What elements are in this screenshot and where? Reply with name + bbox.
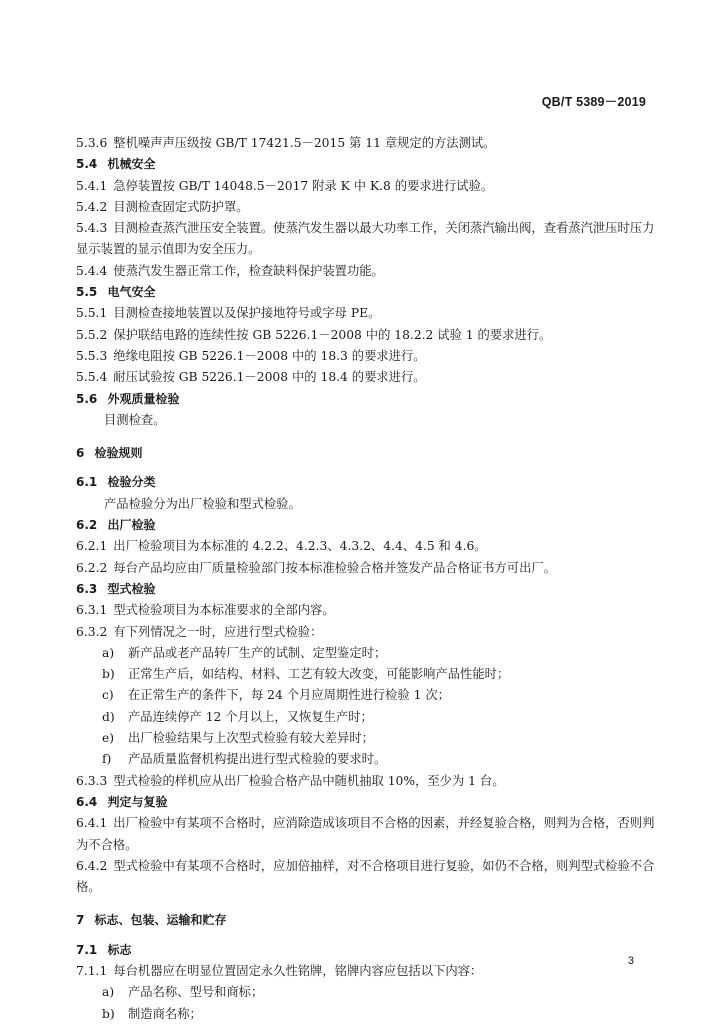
clause-7-1-1: 7.1.1 每台机器应在明显位置固定永久性铭牌，铭牌内容应包括以下内容： — [76, 963, 483, 978]
list-item: b) 正常生产后，如结构、材料、工艺有较大改变，可能影响产品性能时； — [102, 667, 510, 682]
clause-5-4-1: 5.4.1 急停装置按 GB/T 14048.5－2017 附录 K 中 K.8 的要求进行试验。 — [76, 178, 494, 193]
clause-5-5-3: 5.5.3 绝缘电阻按 GB 5226.1－2008 中的 18.3 的要求进行。 — [76, 348, 426, 363]
clause-6-3-2: 6.3.2 有下列情况之一时，应进行型式检验： — [76, 624, 323, 639]
section-6-1-heading: 6.1 检验分类 — [76, 475, 156, 490]
clause-6-3-1: 6.3.1 型式检验项目为本标准要求的全部内容。 — [76, 603, 335, 618]
clause-5-5-2: 5.5.2 保护联结电路的连续性按 GB 5226.1－2008 中的 18.2.2 试验 1 的要求进行。 — [76, 327, 552, 342]
clause-5-4-3: 5.4.3 目测检查蒸汽泄压安全装置。使蒸汽发生器以最大功率工作，关闭蒸汽输出阀，查看蒸汽泄压时压力显示装置的显示值即为安全压力。 — [76, 221, 655, 257]
section-5-6-heading: 5.6 外观质量检验 — [76, 391, 180, 406]
list-item: a) 产品名称、型号和商标； — [102, 985, 264, 1000]
list-item: c) 在正常生产的条件下，每 24 个月应周期性进行检验 1 次； — [102, 688, 450, 703]
clause-6-2-1: 6.2.1 出厂检验项目为本标准的 4.2.2、4.2.3、4.3.2、4.4、4.5 和 4.6。 — [76, 539, 487, 554]
clause-5-4-2: 5.4.2 目测检查固定式防护罩。 — [76, 199, 249, 214]
section-6-2-heading: 6.2 出厂检验 — [76, 518, 156, 533]
clause-5-4-4: 5.4.4 使蒸汽发生器正常工作，检查缺料保护装置功能。 — [76, 263, 384, 278]
paragraph-5-6: 目测检查。 — [104, 412, 166, 427]
list-item: f) 产品质量监督机构提出进行型式检验的要求时。 — [102, 752, 387, 767]
section-6-3-heading: 6.3 型式检验 — [76, 581, 156, 596]
list-item: d) 产品连续停产 12 个月以上，又恢复生产时； — [102, 709, 373, 724]
clause-5-5-4: 5.5.4 耐压试验按 GB 5226.1－2008 中的 18.4 的要求进行。 — [76, 370, 426, 385]
paragraph-6-1: 产品检验分为出厂检验和型式检验。 — [104, 496, 301, 511]
page-number: 3 — [627, 955, 634, 967]
section-6-4-heading: 6.4 判定与复验 — [76, 794, 168, 809]
clause-6-3-3: 6.3.3 型式检验的样机应从出厂检验合格产品中随机抽取 10%，至少为 1 台。 — [76, 773, 505, 788]
document-body — [76, 133, 656, 1025]
chapter-6-heading: 6 检验规则 — [76, 446, 143, 461]
section-5-4-heading: 5.4 机械安全 — [76, 157, 156, 172]
standard-code: QB/T 5389－2019 — [541, 95, 646, 109]
section-7-1-heading: 7.1 标志 — [76, 942, 132, 957]
clause-6-4-1: 6.4.1 出厂检验中有某项不合格时，应消除造成该项目不合格的因素，并经复验合格，则判为合格，否则判为不合格。 — [76, 816, 655, 852]
clause-5-5-1: 5.5.1 目测检查接地装置以及保护接地符号或字母 PE。 — [76, 306, 381, 321]
clause-5-3-6: 5.3.6 整机噪声声压级按 GB/T 17421.5－2015 第 11 章规定的方法测试。 — [76, 136, 496, 150]
clause-6-2-2: 6.2.2 每台产品均应由厂质量检验部门按本标准检验合格并签发产品合格证书方可出厂。 — [76, 560, 556, 575]
list-item: b) 制造商名称； — [102, 1006, 202, 1021]
list-item: e) 出厂检验结果与上次型式检验有较大差异时； — [102, 731, 374, 746]
section-5-5-heading: 5.5 电气安全 — [76, 285, 156, 300]
clause-6-4-2: 6.4.2 型式检验中有某项不合格时，应加倍抽样，对不合格项目进行复验，如仍不合格，则判型式检验不合格。 — [76, 858, 655, 895]
list-item: a) 新产品或老产品转厂生产的试制、定型鉴定时； — [102, 645, 387, 660]
chapter-7-heading: 7 标志、包装、运输和贮存 — [76, 913, 227, 928]
